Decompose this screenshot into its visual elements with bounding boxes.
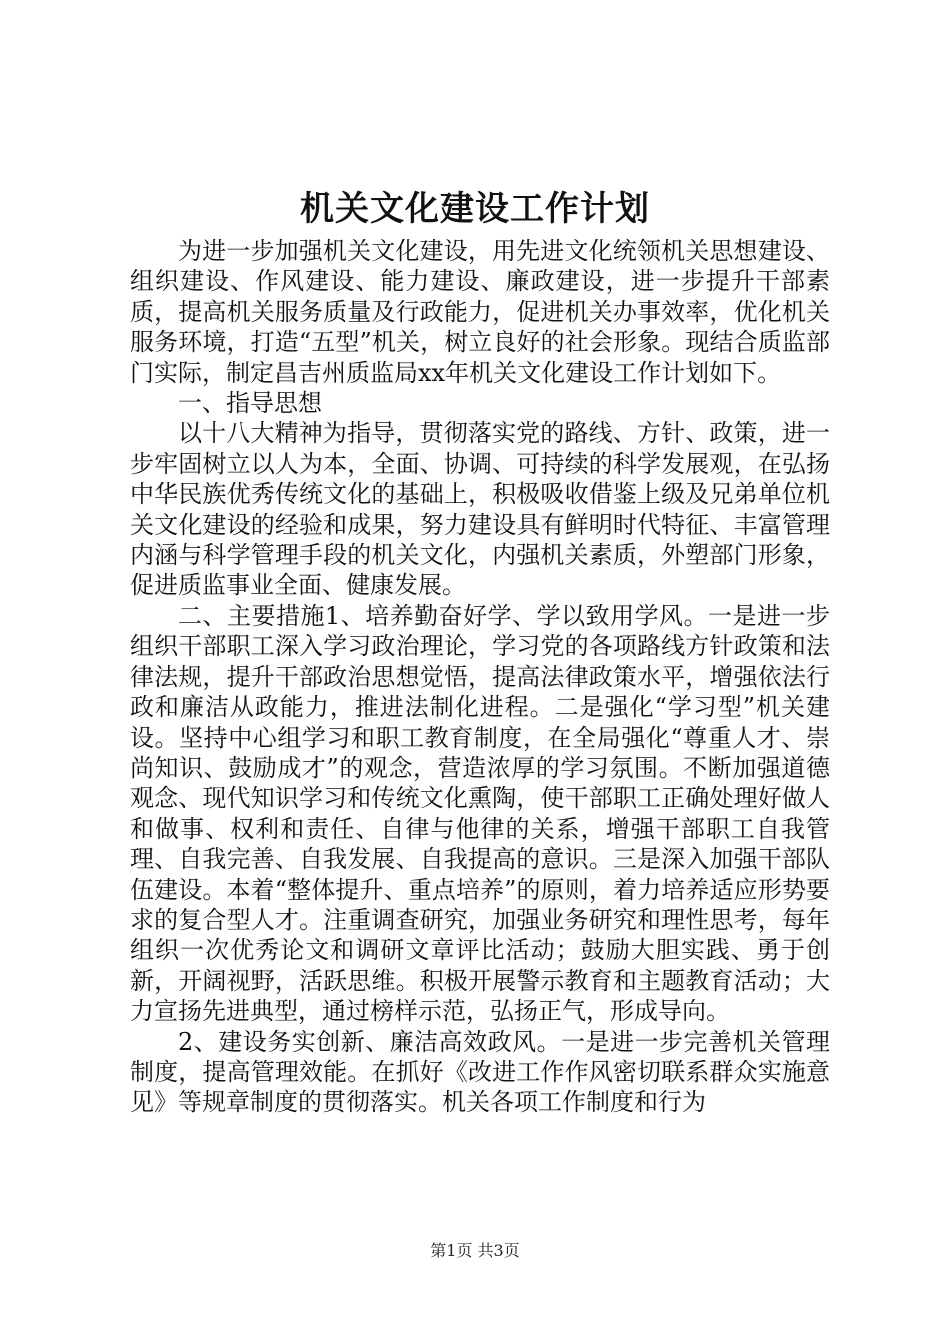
section-heading-guiding-ideology: 一、指导思想 [178,389,322,418]
document-body [130,236,830,1118]
paragraph-main-measures: 二、主要措施1、培养勤奋好学、学以致用学风。一是进一步组织干部职工深入学习政治理论，学习党的各项路线方针政策和法律法规，提升干部政治思想觉悟，提高法律政策水平，增强依法行政和廉洁从政能力，推进法制化进程。二是强化“学习型”机关建设。坚持中心组学习和职工教育制度，在全局强化“尊重人才、崇尚知识、鼓励成才”的观念，营造浓厚的学习氛围。不断加强道德观念、现代知识学习和传统文化熏陶，使干部职工正确处理好做人和做事、权利和责任、自律与他律的关系，增强干部职工自我管理、自我完善、自我发展、自我提高的意识。三是深入加强干部队伍建设。本着“整体提升、重点培养”的原则，着力培养适应形势要求的复合型人才。注重调查研究，加强业务研究和理性思考，每年组织一次优秀论文和调研文章评比活动；鼓励大胆实践、勇于创新，开阔视野，活跃思维。积极开展警示教育和主题教育活动；大力宣扬先进典型，通过榜样示范，弘扬正气，形成导向。 [130,601,830,1026]
paragraph-measure-2: 2、建设务实创新、廉洁高效政风。一是进一步完善机关管理制度，提高管理效能。在抓好《改进工作作风密切联系群众实施意见》等规章制度的贯彻落实。机关各项工作制度和行为 [130,1027,830,1117]
page-footer: 第1页 共3页 [430,1241,520,1260]
paragraph-guiding-ideology: 以十八大精神为指导，贯彻落实党的路线、方针、政策，进一步牢固树立以人为本，全面、协调、可持续的科学发展观，在弘扬中华民族优秀传统文化的基础上，积极吸收借鉴上级及兄弟单位机关文化建设的经验和成果，努力建设具有鲜明时代特征、丰富管理内涵与科学管理手段的机关文化，内强机关素质，外塑部门形象，促进质监事业全面、健康发展。 [130,419,830,600]
paragraph-intro: 为进一步加强机关文化建设，用先进文化统领机关思想建设、组织建设、作风建设、能力建设、廉政建设，进一步提升干部素质，提高机关服务质量及行政能力，促进机关办事效率，优化机关服务环境，打造“五型”机关，树立良好的社会形象。现结合质监部门实际，制定昌吉州质监局xx年机关文化建设工作计划如下。 [130,237,830,387]
document-title: 机关文化建设工作计划 [300,189,650,229]
